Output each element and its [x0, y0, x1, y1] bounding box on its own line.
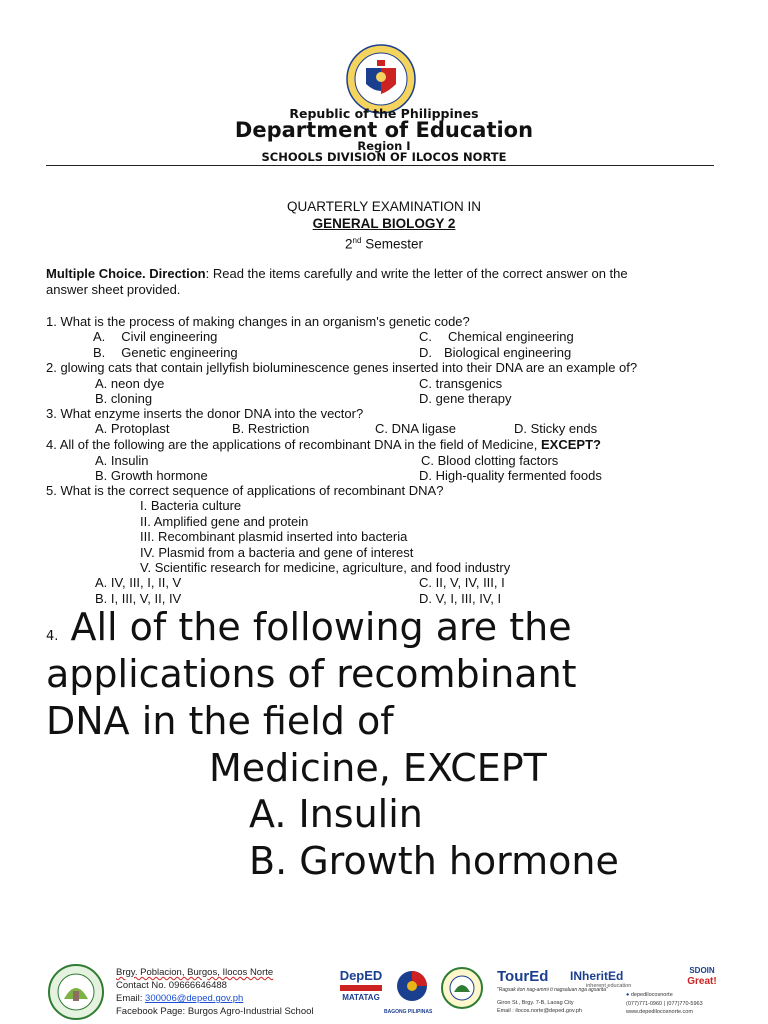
q4-stem [46, 437, 601, 452]
q2-option-d: D. gene therapy [419, 391, 512, 406]
sdo-facebook-text: depedilocosnorte [630, 992, 673, 998]
overlay-line-5: A. Insulin [249, 792, 423, 836]
q2-option-a: A. neon dye [95, 376, 165, 391]
q5-item-3: III. Recombinant plasmid inserted into bacteria [140, 529, 408, 544]
q1-a-letter: A. [93, 329, 106, 344]
matatag-text: MATATAG [342, 993, 380, 1002]
footer-email-link[interactable]: 300006@deped.gov.ph [145, 993, 244, 1004]
great-text: Great! [687, 976, 717, 987]
q5-item-4: IV. Plasmid from a bacteria and gene of interest [140, 545, 414, 560]
deped-seal-logo [346, 44, 416, 114]
q3-option-d: D. Sticky ends [514, 421, 598, 436]
sdo-address: Giron St., Brgy. 7-B, Laoag City [497, 1000, 574, 1006]
q1-c-letter: C. [419, 329, 432, 344]
q3-option-b: B. Restriction [232, 421, 310, 436]
overlay-line-3: DNA in the field of [46, 699, 394, 743]
sdo-email: Email : ilocos.norte@deped.gov.ph [497, 1008, 582, 1014]
semester-word: Semester [361, 236, 423, 252]
republic-line: Republic of the Philippines [289, 106, 479, 121]
overlay-number: 4. [46, 629, 59, 644]
footer-address-text: Brgy. Poblacion, Burgos, Ilocos Norte [116, 967, 274, 978]
semester-number: 2 [345, 236, 353, 252]
inherited-logo: INheritEd [570, 969, 624, 983]
q1-option-d [419, 345, 571, 360]
bagong-pilipinas-text: BAGONG PILIPINAS [384, 1009, 433, 1015]
deped-logo-bar [340, 985, 382, 991]
q1-option-b [93, 345, 238, 360]
overlay-line-2: applications of recombinant [46, 652, 577, 696]
q5-item-5: V. Scientific research for medicine, agriculture, and food industry [140, 560, 511, 575]
sdo-phone: (077)771-0960 | (077)770-5963 [626, 1001, 703, 1007]
sdo-facebook [626, 992, 673, 998]
sdoin-text: SDOIN [689, 966, 715, 975]
q5-option-a: A. IV, III, I, II, V [95, 575, 182, 590]
exam-subject [0, 216, 768, 231]
overlay-line-1-text: All of the following are the [58, 605, 572, 649]
toured-logo: TourEd [497, 968, 549, 985]
bagong-pilipinas-logo [390, 968, 434, 1008]
q4-stem-except: EXCEPT? [541, 437, 601, 452]
directions-line-1 [46, 266, 628, 281]
q1-option-c [419, 329, 574, 344]
footer-address [116, 966, 273, 979]
q1-c-text: Chemical engineering [448, 329, 574, 344]
directions-lead: Multiple Choice. Direction [46, 266, 206, 281]
overlay-line-4: Medicine, EXCEPT [209, 746, 547, 790]
facebook-icon: ● [626, 992, 630, 998]
q1-stem: 1. What is the process of making changes in an organism's genetic code? [46, 314, 470, 329]
deped-logo-text: DepED [339, 968, 383, 983]
q1-d-letter: D. [419, 345, 432, 360]
q2-stem: 2. glowing cats that contain jellyfish bioluminescence genes inserted into their DNA are an example of? [46, 360, 638, 375]
q1-option-a [93, 329, 217, 344]
q4-option-a: A. Insulin [95, 453, 149, 468]
q1-d-text: Biological engineering [444, 345, 572, 360]
q2-option-c: C. transgenics [419, 376, 503, 391]
footer-email [116, 992, 243, 1005]
q5-option-b: B. I, III, V, II, IV [95, 591, 182, 606]
exam-subject-text: GENERAL BIOLOGY 2 [312, 216, 456, 231]
footer-facebook: Facebook Page: Burgos Agro-Industrial School [116, 1006, 314, 1017]
footer-email-label: Email: [116, 993, 146, 1004]
q3-stem: 3. What enzyme inserts the donor DNA into the vector? [46, 406, 364, 421]
school-logo [46, 963, 106, 1021]
q2-option-b: B. cloning [95, 391, 153, 406]
q4-option-c: C. Blood clotting factors [421, 453, 559, 468]
q1-b-letter: B. [93, 345, 106, 360]
q4-option-d: D. High-quality fermented foods [419, 468, 602, 483]
q5-option-c: C. II, V, IV, III, I [419, 575, 505, 590]
toured-tagline: "Ragsak iton nag-ammi ti nagsaluan nga agsarita" [497, 987, 608, 993]
sdo-website: www.depedilocosnorte.com [626, 1009, 693, 1015]
exam-semester [0, 233, 768, 252]
exam-title: QUARTERLY EXAMINATION IN [286, 199, 482, 214]
division-line: SCHOOLS DIVISION OF ILOCOS NORTE [261, 150, 507, 164]
directions-line-2: answer sheet provided. [46, 282, 181, 297]
q5-item-2: II. Amplified gene and protein [140, 514, 309, 529]
q5-stem: 5. What is the correct sequence of applications of recombinant DNA? [46, 483, 444, 498]
footer-contact: Contact No. 09666646488 [116, 980, 227, 991]
inherited-sub: inherent education [586, 983, 632, 989]
directions-text-1: : Read the items carefully and write the letter of the correct answer on the [205, 266, 628, 281]
region-line: Region I [357, 139, 411, 153]
department-title: Department of Education [234, 118, 534, 142]
q5-option-d: D. V, I, III, IV, I [419, 591, 502, 606]
sdoin-great-logo [678, 966, 726, 990]
q1-b-text: Genetic engineering [121, 345, 238, 360]
q4-option-b: B. Growth hormone [95, 468, 208, 483]
overlay-line-6: B. Growth hormone [249, 839, 619, 883]
semester-suffix: nd [352, 236, 362, 245]
q3-option-c: C. DNA ligase [375, 421, 456, 436]
q3-option-a: A. Protoplast [95, 421, 170, 436]
q5-item-1: I. Bacteria culture [140, 498, 242, 513]
header-divider [46, 165, 714, 166]
q1-a-text: Civil engineering [121, 329, 218, 344]
q4-stem-text: 4. All of the following are the applications of recombinant DNA in the field of Medicine, [46, 437, 542, 452]
deped-matatag-logo [336, 968, 386, 1018]
sdo-seal-logo [440, 966, 484, 1010]
